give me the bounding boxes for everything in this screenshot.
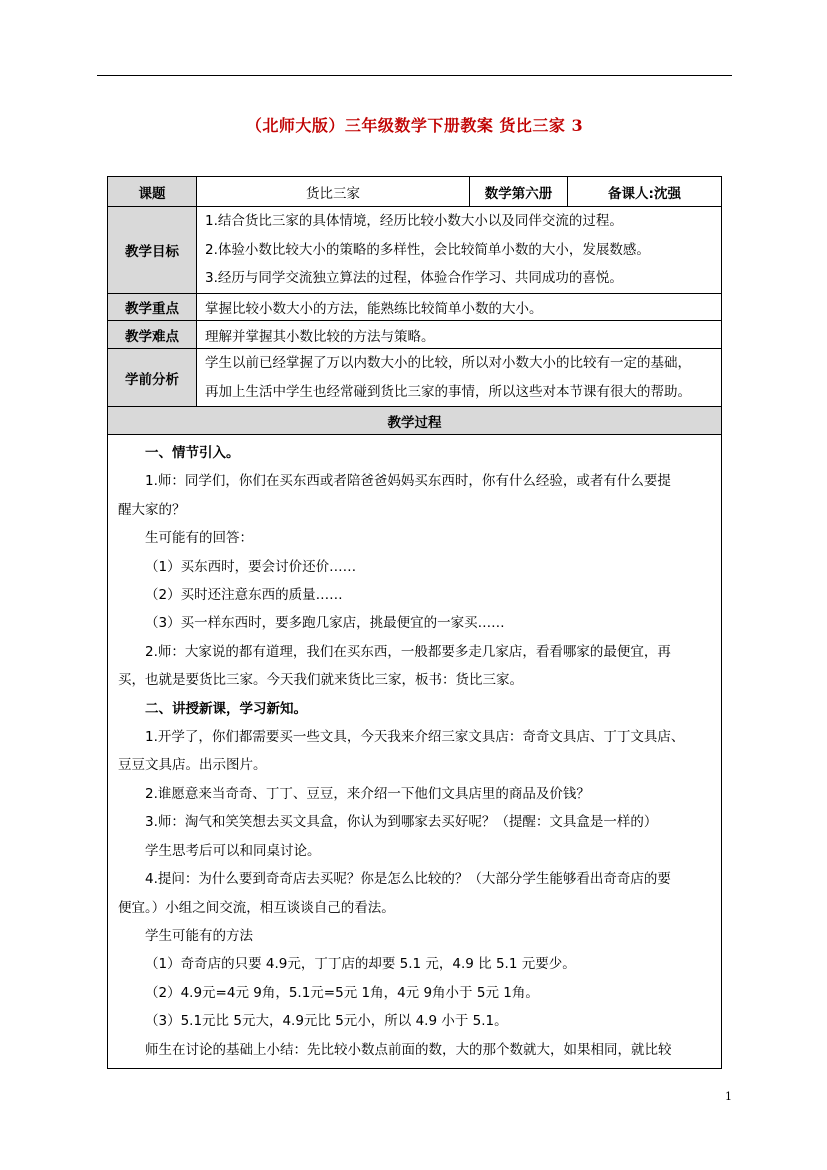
pre-analysis-label: 学前分析 (108, 349, 197, 407)
goal-line: 3.经历与同学交流独立算法的过程，体验合作学习、共同成功的喜悦。 (205, 270, 623, 287)
pre-analysis-line: 学生以前已经掌握了万以内数大小的比较，所以对小数大小的比较有一定的基础， (205, 355, 691, 372)
difficulties-label: 教学难点 (108, 321, 197, 349)
difficulties-text: 理解并掌握其小数比较的方法与策略。 (197, 321, 722, 349)
paragraph: 1.师：同学们，你们在买东西或者陪爸爸妈妈买东西时，你有什么经验，或者有什么要提 (145, 473, 671, 490)
book-label: 数学第六册 (470, 177, 568, 207)
paragraph: 豆豆文具店。出示图片。 (118, 757, 267, 774)
section-heading: 二、讲授新课，学习新知。 (145, 700, 307, 717)
pre-analysis-line: 再加上生活中学生也经常碰到货比三家的事情，所以这些对本节课有很大的帮助。 (205, 383, 691, 400)
process-header: 教学过程 (108, 407, 722, 435)
paragraph: 学生思考后可以和同桌讨论。 (145, 842, 321, 859)
goal-line: 2.体验小数比较大小的策略的多样性，会比较简单小数的大小，发展数感。 (205, 241, 650, 258)
lesson-plan-table (107, 176, 722, 1069)
paragraph: 买，也就是要货比三家。今天我们就来货比三家，板书：货比三家。 (118, 672, 523, 689)
paragraph: （2）买时还注意东西的质量…… (145, 587, 343, 604)
page-number: 1 (725, 1090, 732, 1103)
paragraph: 学生可能有的方法 (145, 927, 253, 944)
paragraph: （3）5.1元比 5元大，4.9元比 5元小，所以 4.9 小于 5.1。 (145, 1013, 508, 1030)
document-title: （北师大版）三年级数学下册教案 货比三家 3 (245, 116, 584, 135)
paragraph: 2.师：大家说的都有道理，我们在买东西，一般都要多走几家店，看看哪家的最便宜，再 (145, 643, 671, 660)
key-points-text: 掌握比较小数大小的方法，能熟练比较简单小数的大小。 (197, 294, 722, 321)
paragraph: 师生在讨论的基础上小结：先比较小数点前面的数，大的那个数就大，如果相同，就比较 (145, 1041, 672, 1058)
paragraph: 1.开学了，你们都需要买一些文具，今天我来介绍三家文具店：奇奇文具店、丁丁文具店、 (145, 729, 685, 746)
paragraph: （3）买一样东西时，要多跑几家店，挑最便宜的一家买…… (145, 615, 505, 632)
paragraph: 2.谁愿意来当奇奇、丁丁、豆豆，来介绍一下他们文具店里的商品及价钱？ (145, 785, 590, 802)
key-points-label: 教学重点 (108, 294, 197, 321)
paragraph: 3.师：淘气和笑笑想去买文具盒，你认为到哪家去买好呢？（提醒：文具盒是一样的） (145, 814, 658, 831)
header-rule (97, 75, 732, 76)
topic-value: 货比三家 (197, 177, 470, 207)
goal-line: 1.结合货比三家的具体情境，经历比较小数大小以及同伴交流的过程。 (205, 213, 623, 230)
topic-label: 课题 (108, 177, 197, 207)
pre-analysis-content (197, 349, 722, 407)
paragraph: 醒大家的？ (118, 501, 186, 518)
paragraph: 4.提问：为什么要到奇奇店去买呢？你是怎么比较的？（大部分学生能够看出奇奇店的要 (145, 871, 671, 888)
paragraph: （1）买东西时，要会讨价还价…… (145, 558, 357, 575)
paragraph: 生可能有的回答： (145, 530, 253, 547)
goals-label: 教学目标 (108, 207, 197, 294)
paragraph: 便宜。）小组之间交流，相互谈谈自己的看法。 (118, 899, 395, 916)
preparer-label: 备课人:沈强 (568, 177, 722, 207)
section-heading: 一、情节引入。 (145, 445, 240, 461)
goals-content (197, 207, 722, 294)
paragraph: （2）4.9元=4元 9角，5.1元=5元 1角，4元 9角小于 5元 1角。 (145, 984, 539, 1001)
process-content (108, 435, 722, 1069)
paragraph: （1）奇奇店的只要 4.9元，丁丁店的却要 5.1 元，4.9 比 5.1 元要少。 (145, 956, 576, 973)
